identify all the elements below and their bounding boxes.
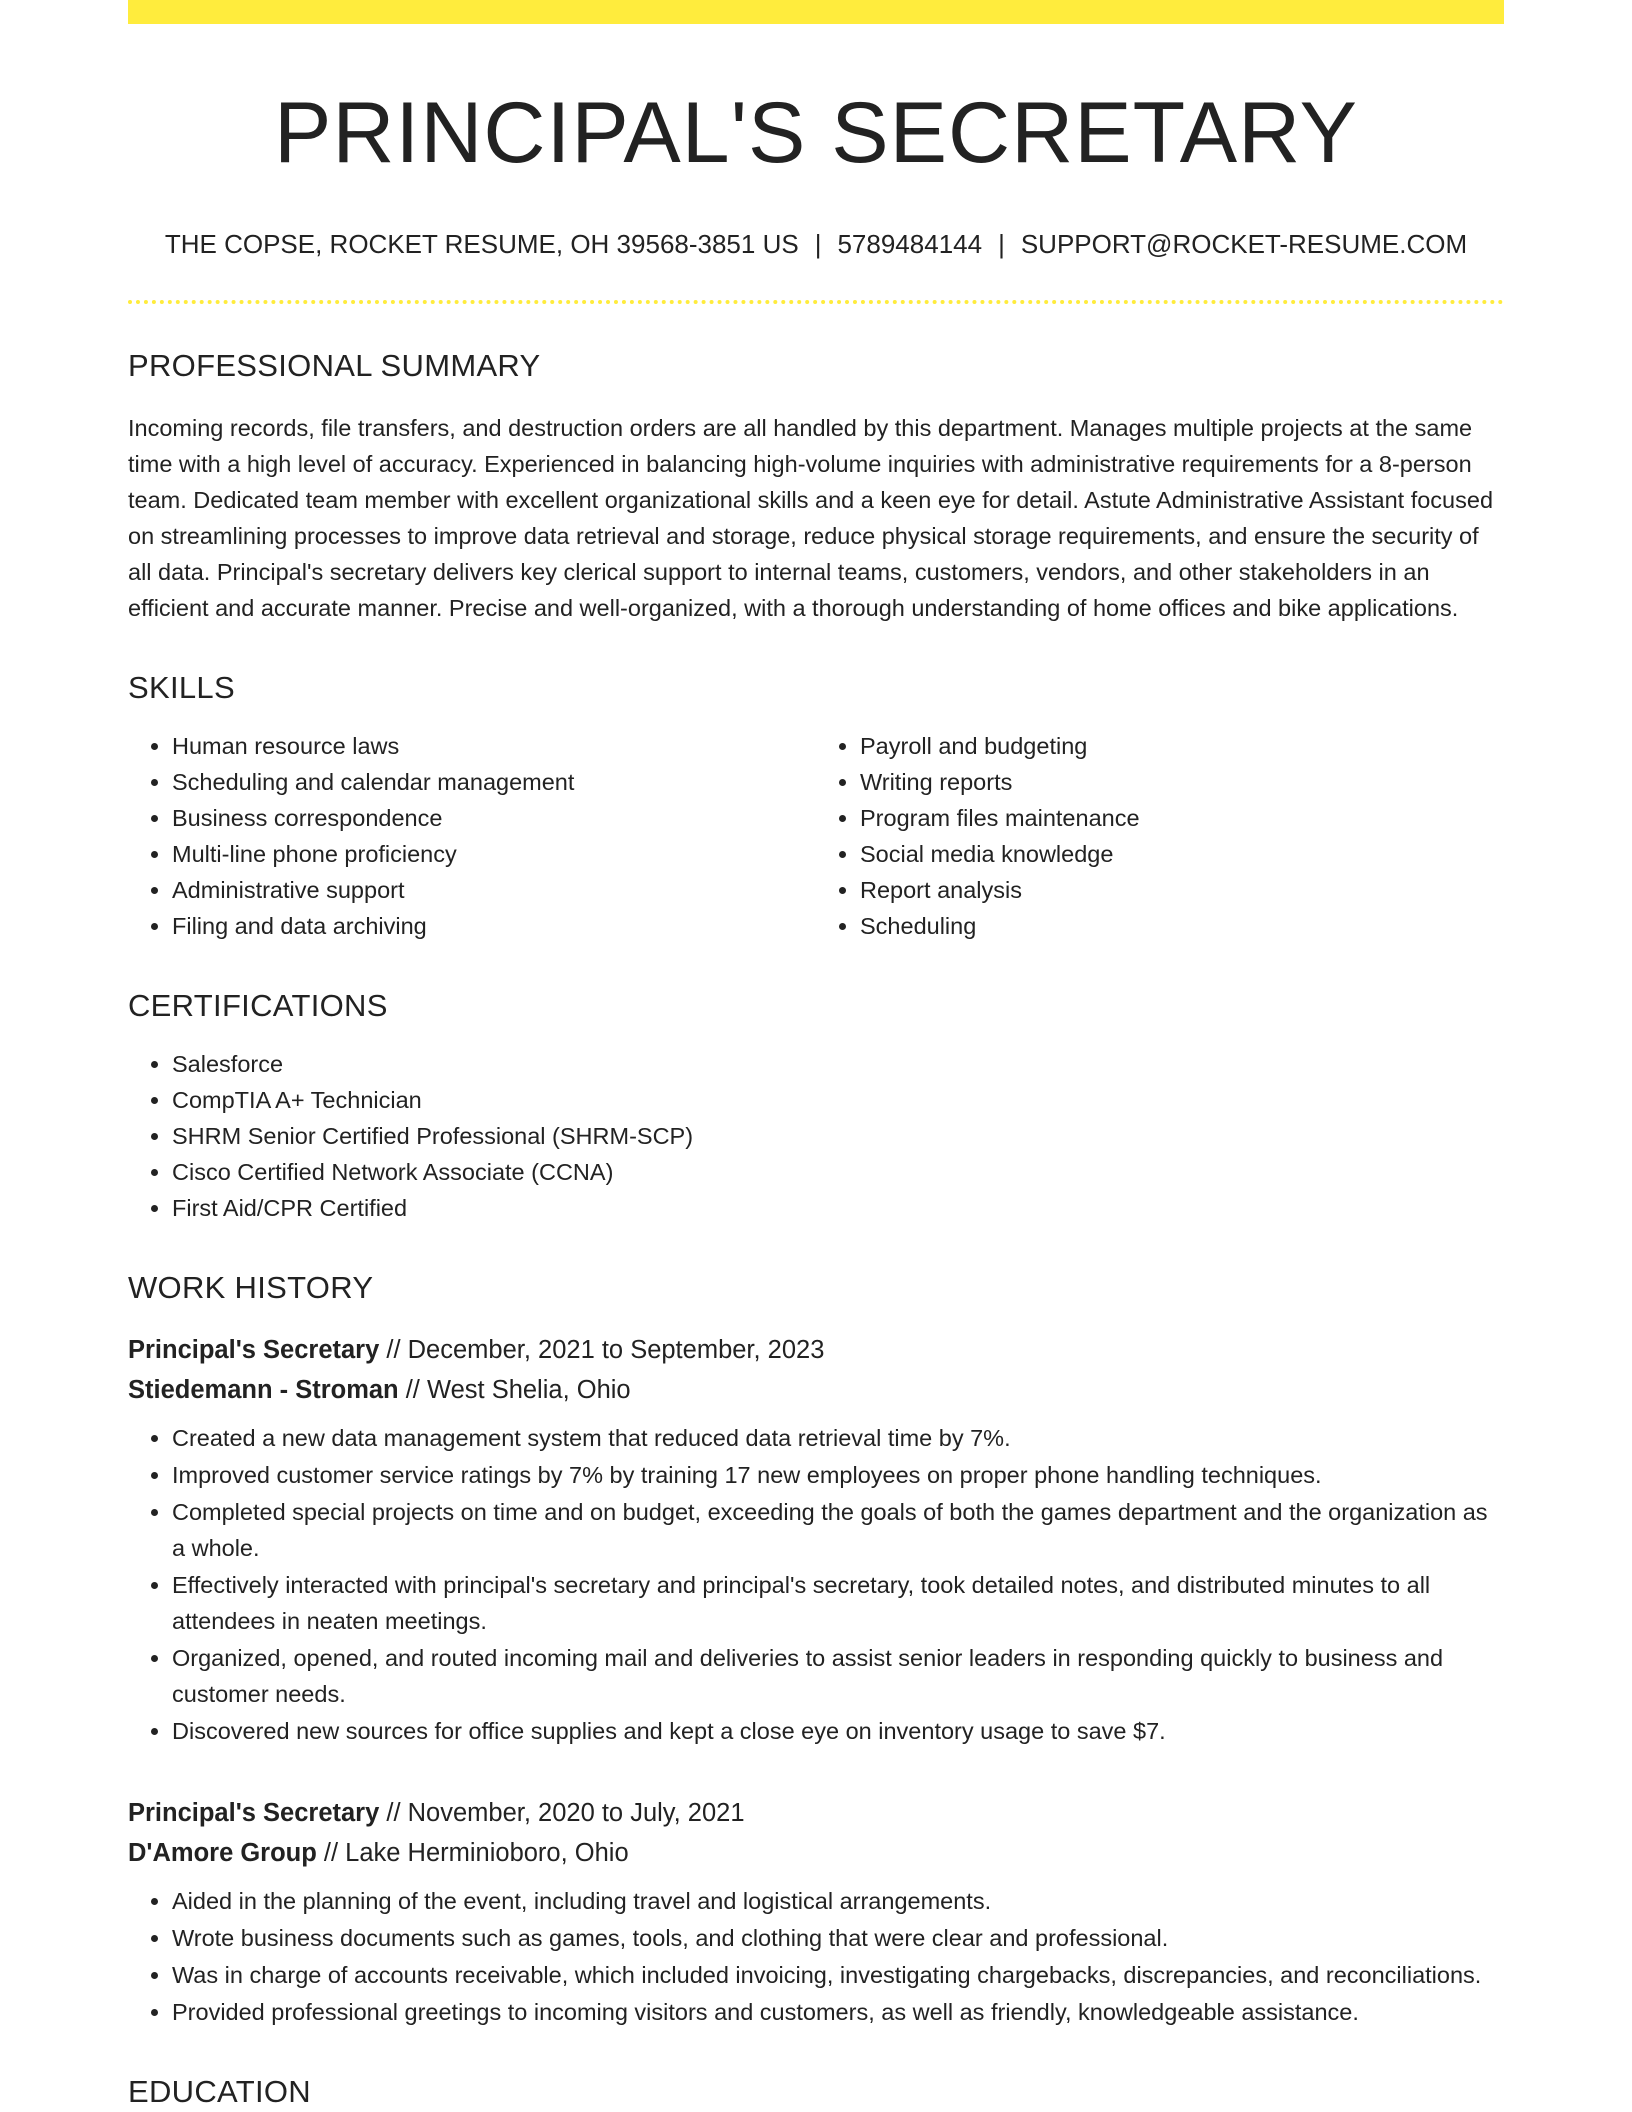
skill-item: • Scheduling and calendar management <box>172 764 816 800</box>
job-title-line <box>128 1330 1504 1370</box>
skill-item: • Business correspondence <box>172 800 816 836</box>
job-bullet: • Aided in the planning of the event, including travel and logistical arrangements. <box>172 1883 1504 1919</box>
skill-item: • Human resource laws <box>172 728 816 764</box>
job-bullets <box>128 1420 1504 1749</box>
job-entry <box>128 1330 1504 1749</box>
dotted-divider <box>128 300 1504 304</box>
certification-item: • Cisco Certified Network Associate (CCNA) <box>172 1154 1504 1190</box>
certification-item: • SHRM Senior Certified Professional (SHRM-SCP) <box>172 1118 1504 1154</box>
contact-separator: | <box>998 228 1005 259</box>
contact-separator: | <box>814 228 822 259</box>
job-bullet: • Created a new data management system that reduced data retrieval time by 7%. <box>172 1420 1504 1456</box>
certification-item: • CompTIA A+ Technician <box>172 1082 1504 1118</box>
job-role: Principal's Secretary <box>128 1798 380 1827</box>
certification-item: • Salesforce <box>172 1046 1504 1082</box>
job-location: // West Shelia, Ohio <box>398 1375 631 1404</box>
job-role: Principal's Secretary <box>128 1335 380 1364</box>
job-location: // Lake Herminioboro, Ohio <box>316 1838 629 1867</box>
certification-item: • First Aid/CPR Certified <box>172 1190 1504 1226</box>
job-bullets <box>128 1883 1504 2030</box>
skills-heading: SKILLS <box>128 669 235 705</box>
education-heading: EDUCATION <box>128 2073 311 2109</box>
skill-item: • Filing and data archiving <box>172 908 816 944</box>
skill-item: • Scheduling <box>860 908 1504 944</box>
job-dates: // November, 2020 to July, 2021 <box>379 1798 745 1827</box>
contact-line <box>128 229 1504 260</box>
skill-item: • Administrative support <box>172 872 816 908</box>
skill-item: • Program files maintenance <box>860 800 1504 836</box>
job-company-line <box>128 1833 1504 1873</box>
summary-heading: PROFESSIONAL SUMMARY <box>128 347 541 383</box>
job-bullet: • Provided professional greetings to incoming visitors and customers, as well as friendly, knowledgeable assistance. <box>172 1994 1504 2030</box>
job-bullet: • Effectively interacted with principal's secretary and principal's secretary, took detailed notes, and distributed minutes to all attendees in neaten meetings. <box>172 1567 1504 1639</box>
job-entry <box>128 1793 1504 2030</box>
job-bullet: • Wrote business documents such as games, tools, and clothing that were clear and professional. <box>172 1920 1504 1956</box>
resume-page <box>128 0 1504 2110</box>
job-bullet: • Organized, opened, and routed incoming mail and deliveries to assist senior leaders in responding quickly to business and customer needs. <box>172 1640 1504 1712</box>
job-bullet: • Improved customer service ratings by 7% by training 17 new employees on proper phone handling techniques. <box>172 1457 1504 1493</box>
job-bullet: • Completed special projects on time and on budget, exceeding the goals of both the games department and the organization as a whole. <box>172 1494 1504 1566</box>
skill-item: • Report analysis <box>860 872 1504 908</box>
skill-item: • Social media knowledge <box>860 836 1504 872</box>
accent-bar <box>128 0 1504 24</box>
skill-item: • Multi-line phone proficiency <box>172 836 816 872</box>
job-company: Stiedemann - Stroman <box>128 1375 399 1404</box>
job-company: D'Amore Group <box>128 1838 317 1867</box>
skills-list-left <box>128 728 816 944</box>
skills-columns <box>128 728 1504 944</box>
contact-address: THE COPSE, ROCKET RESUME, OH 39568-3851 US <box>164 228 799 259</box>
skills-list-right <box>816 728 1504 944</box>
contact-phone[interactable]: 5789484144 <box>837 228 983 259</box>
job-company-line <box>128 1370 1504 1410</box>
job-bullet: • Discovered new sources for office supplies and kept a close eye on inventory usage to save $7. <box>172 1713 1504 1749</box>
work-history-heading: WORK HISTORY <box>128 1269 374 1305</box>
skill-item: • Writing reports <box>860 764 1504 800</box>
job-bullet: • Was in charge of accounts receivable, which included invoicing, investigating chargebacks, discrepancies, and reconciliations. <box>172 1957 1504 1993</box>
job-title-line <box>128 1793 1504 1833</box>
summary-text: Incoming records, file transfers, and destruction orders are all handled by this department. Manages multiple projects at the same time with a high level of accuracy. Experienced in balancing high-volume inquiries with administrative requirements for a 8-person team. Dedicated team member with excellent organizational skills and a keen eye for detail. Astute Administrative Assistant focused on streamlining processes to improve data retrieval and storage, reduce physical storage requirements, and ensure the security of all data. Principal's secretary delivers key clerical support to internal teams, customers, vendors, and other stakeholders in an efficient and accurate manner. Precise and well-organized, with a thorough understanding of home offices and bike applications. <box>128 414 1494 621</box>
contact-email[interactable]: SUPPORT@ROCKET-RESUME.COM <box>1020 228 1468 259</box>
job-dates: // December, 2021 to September, 2023 <box>379 1335 825 1364</box>
skill-item: • Payroll and budgeting <box>860 728 1504 764</box>
resume-title: PRINCIPAL'S SECRETARY <box>273 85 1359 181</box>
certifications-heading: CERTIFICATIONS <box>128 987 388 1023</box>
certifications-list <box>128 1046 1504 1226</box>
